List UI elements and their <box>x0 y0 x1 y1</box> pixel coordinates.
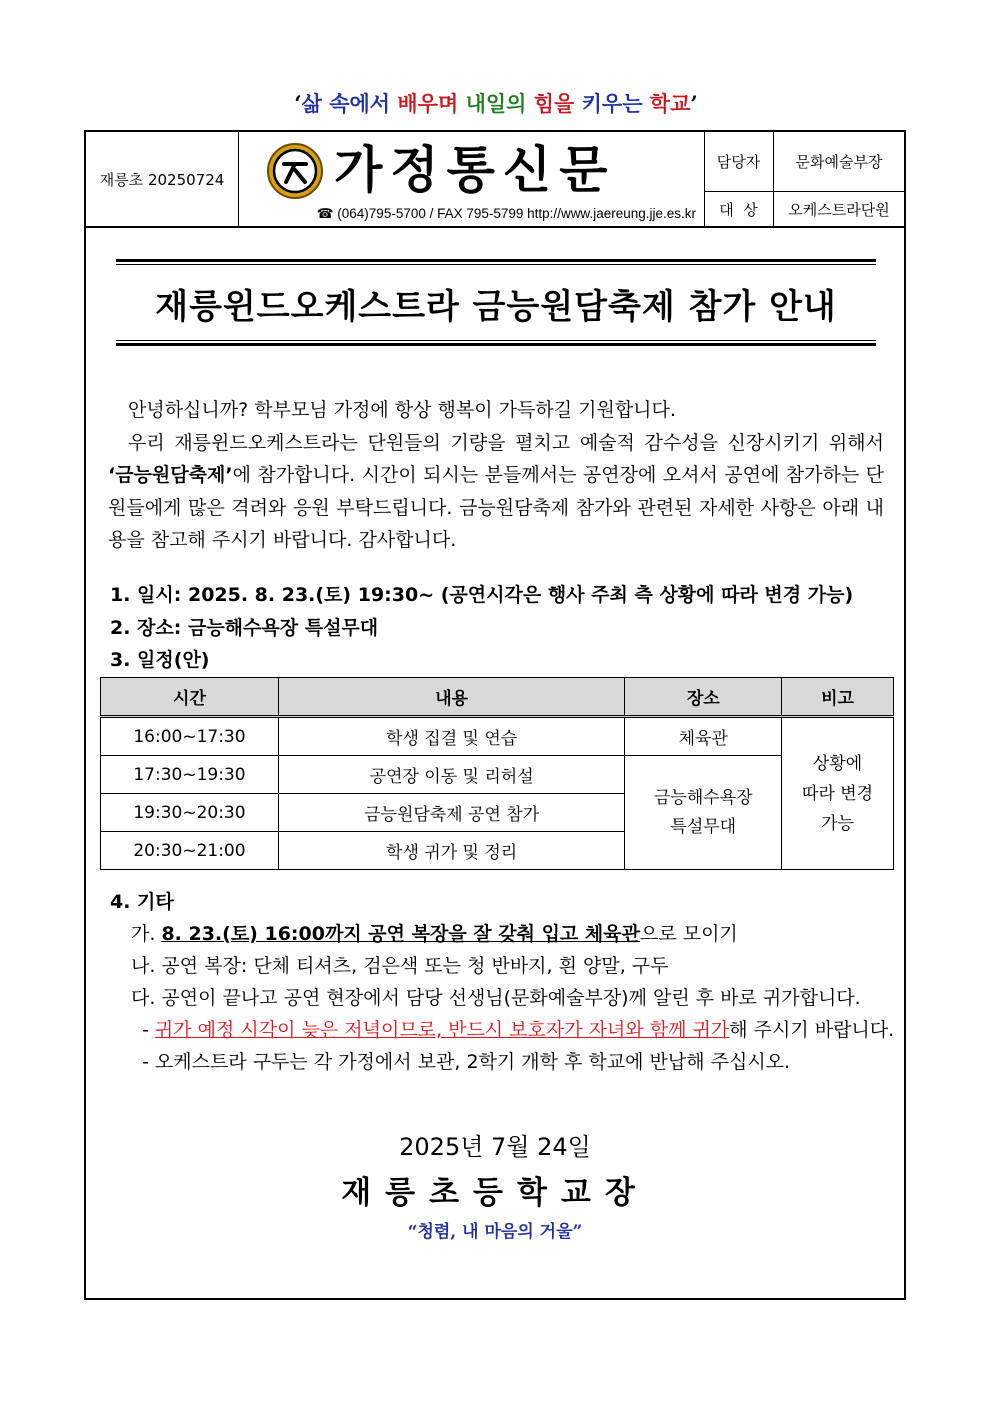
time-cell: 17:30~19:30 <box>101 756 279 794</box>
contact-person-label: 담당자 <box>704 132 774 192</box>
column-header: 시간 <box>101 678 279 717</box>
gathering-instruction: 8. 23.(토) 16:00까지 공연 복장을 잘 갖춰 입고 체육관 <box>161 923 640 945</box>
table-row <box>101 717 894 756</box>
contact-person-value: 문화예술부장 <box>774 132 904 192</box>
logo-area <box>238 132 705 226</box>
place-cell: 금능해수욕장 특설무대 <box>625 756 782 870</box>
etc-dash-note: - 오케스트라 구두는 각 가정에서 보관, 2학기 개학 후 학교에 반납해 주십시오. <box>142 1051 791 1073</box>
time-cell: 19:30~20:30 <box>101 794 279 832</box>
item-date: 1. 일시: 2025. 8. 23.(토) 19:30~ (공연시각은 행사 주최 측 상황에 따라 변경 가능) <box>110 584 854 606</box>
motto-part: 삶 속에서 <box>301 91 398 116</box>
title-block <box>116 259 876 346</box>
document-frame <box>84 130 906 1300</box>
intro-text <box>108 394 884 557</box>
guardian-warning: 귀가 예정 시각이 늦은 저녁이므로, 반드시 보호자가 자녀와 함께 귀가 <box>154 1019 730 1041</box>
title-rule-bottom-thin <box>116 340 876 341</box>
document-number: 재릉초 20250724 <box>86 132 239 226</box>
content-cell: 학생 집결 및 연습 <box>278 717 624 756</box>
content-cell: 공연장 이동 및 리허설 <box>278 756 624 794</box>
content-cell: 학생 귀가 및 정리 <box>278 832 624 870</box>
etc-item-na: 나. 공연 복장: 단체 티셔츠, 검은색 또는 청 반바지, 흰 양말, 구두 <box>131 955 669 977</box>
letterhead <box>86 132 904 228</box>
motto-part: 내일의 <box>465 91 534 116</box>
target-label: 대 상 <box>704 192 774 226</box>
intro-paragraph: 우리 재릉윈드오케스트라는 단원들의 기량을 펼치고 예술적 감수성을 신장시키기 위해서 ‘금능원담축제’에 참가합니다. 시간이 되시는 분들께서는 공연장에 오셔서 공연에 참가하는 단원들에게 많은 격려와 응원 부탁드립니다. 금능원담축제 참가와 관련된 자세한 사항은 아래 내용을 참고해 주시기 바랍니다. 감사합니다. <box>108 431 884 551</box>
title-rule-bottom <box>116 343 876 346</box>
column-header: 장소 <box>625 678 782 717</box>
etc-heading: 4. 기타 <box>110 891 174 913</box>
table-header-row <box>101 678 894 717</box>
motto-part: 배우며 <box>397 91 466 116</box>
item-schedule: 3. 일정(안) <box>110 649 210 671</box>
principal-signature: 재릉초등학교장 <box>341 1175 649 1211</box>
note-cell: 상황에 따라 변경 가능 <box>782 717 894 870</box>
greeting: 안녕하십니까? 학부모님 가정에 항상 행복이 가득하길 기원합니다. <box>128 399 676 421</box>
time-cell: 16:00~17:30 <box>101 717 279 756</box>
place-cell: 체육관 <box>625 717 782 756</box>
etc-item-ga: 가. 8. 23.(토) 16:00까지 공연 복장을 잘 갖춰 입고 체육관으로 모이기 <box>131 923 738 945</box>
column-header: 내용 <box>278 678 624 717</box>
issue-date: 2025년 7월 24일 <box>399 1133 591 1161</box>
item-place: 2. 장소: 금능해수욕장 특설무대 <box>110 617 379 639</box>
etc-dash-note: - 귀가 예정 시각이 늦은 저녁이므로, 반드시 보호자가 자녀와 함께 귀가해 주시기 바랍니다. <box>142 1019 895 1041</box>
column-header: 비고 <box>782 678 894 717</box>
motto-part: 힘을 <box>533 91 582 116</box>
motto-part: 키우는 <box>581 91 650 116</box>
festival-name: ‘금능원담축제’ <box>108 464 233 486</box>
integrity-slogan: “청렴, 내 마음의 거울” <box>407 1222 583 1242</box>
content-cell: 금능원담축제 공연 참가 <box>278 794 624 832</box>
target-value: 오케스트라단원 <box>788 200 890 219</box>
school-emblem-icon <box>266 142 324 200</box>
newsletter-title: 가정통신문 <box>334 140 616 199</box>
title-rule-top <box>116 259 876 262</box>
header-info-grid <box>704 132 904 226</box>
page-title: 재릉윈드오케스트라 금능원담축제 참가 안내 <box>155 287 837 327</box>
schedule-table <box>100 677 894 870</box>
contact-info: ☎ (064)795-5700 / FAX 795-5799 http://www.jaereung.jje.es.kr <box>316 206 696 221</box>
time-cell: 20:30~21:00 <box>101 832 279 870</box>
motto-part: 학교 <box>649 91 691 116</box>
etc-item-da: 다. 공연이 끝나고 공연 현장에서 담당 선생님(문화예술부장)께 알린 후 바로 귀가합니다. <box>131 987 861 1009</box>
table-row <box>101 756 894 794</box>
school-motto: ‘삶 속에서 배우며 내일의 힘을 키우는 학교’ <box>294 91 698 116</box>
